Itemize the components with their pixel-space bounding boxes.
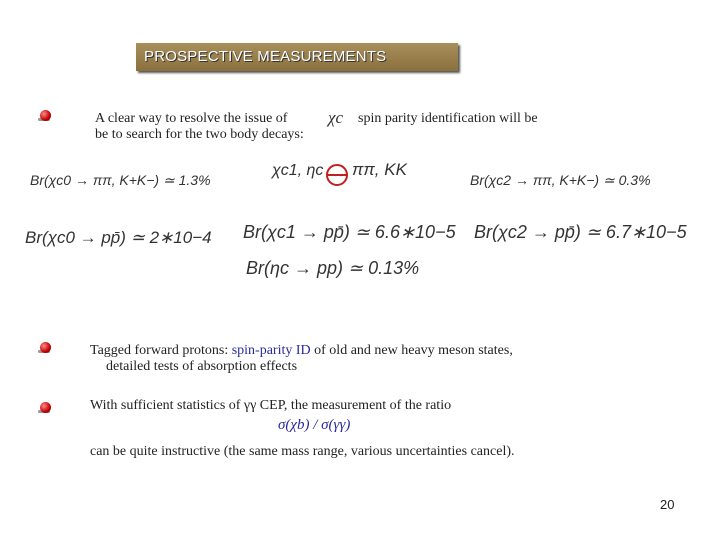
slide-title: PROSPECTIVE MEASUREMENTS: [144, 48, 387, 65]
formula-chi-c2-pipi: Br(χc2 → ππ, K+K−) ≃ 0.3%: [470, 172, 651, 188]
bullet-2-text-a: Tagged forward protons:: [90, 343, 229, 358]
bullet-3-line-1: With sufficient statistics of γγ CEP, the measurement of the ratio: [90, 398, 452, 413]
chi-c-symbol: χc: [328, 108, 344, 127]
bullet-2-icon: [40, 342, 51, 353]
formula-chi-c0-ppbar: Br(χc0 → pp̄) ≃ 2∗10−4: [25, 228, 212, 247]
ratio-formula: σ(χb) / σ(γγ): [278, 417, 351, 433]
title-banner: [136, 43, 458, 71]
formula-chi-c1-etac: χc1, ηc: [272, 162, 324, 179]
bullet-2-text-c: of old and new heavy meson states,: [314, 343, 513, 358]
bullet-1-icon: [40, 110, 51, 121]
bullet-2-highlight: spin-parity ID: [231, 343, 311, 358]
formula-chi-c0-pipi: Br(χc0 → ππ, K+K−) ≃ 1.3%: [30, 172, 211, 188]
forbidden-arrow-icon: [326, 164, 348, 186]
formula-etac-pp: Br(ηc → pp) ≃ 0.13%: [246, 258, 420, 278]
bullet-3-line-3: can be quite instructive (the same mass range, various uncertainties cancel).: [90, 444, 515, 459]
bullet-3-icon: [40, 402, 51, 413]
page-number: 20: [660, 497, 675, 512]
formula-chi-c2-ppbar: Br(χc2 → pp̄) ≃ 6.7∗10−5: [474, 222, 687, 242]
bullet-2-line-1: [90, 343, 513, 359]
formula-chi-c1-ppbar: Br(χc1 → pp̄) ≃ 6.6∗10−5: [243, 222, 456, 242]
bullet-2-line-2: detailed tests of absorption effects: [106, 359, 298, 374]
bullet-1-line-1a: A clear way to resolve the issue of: [95, 111, 288, 126]
bullet-1-line-2: be to search for the two body decays:: [95, 127, 304, 142]
formula-pipi-kk: ππ, KK: [352, 160, 407, 179]
bullet-1-line-1b: spin parity identification will be: [358, 111, 538, 126]
